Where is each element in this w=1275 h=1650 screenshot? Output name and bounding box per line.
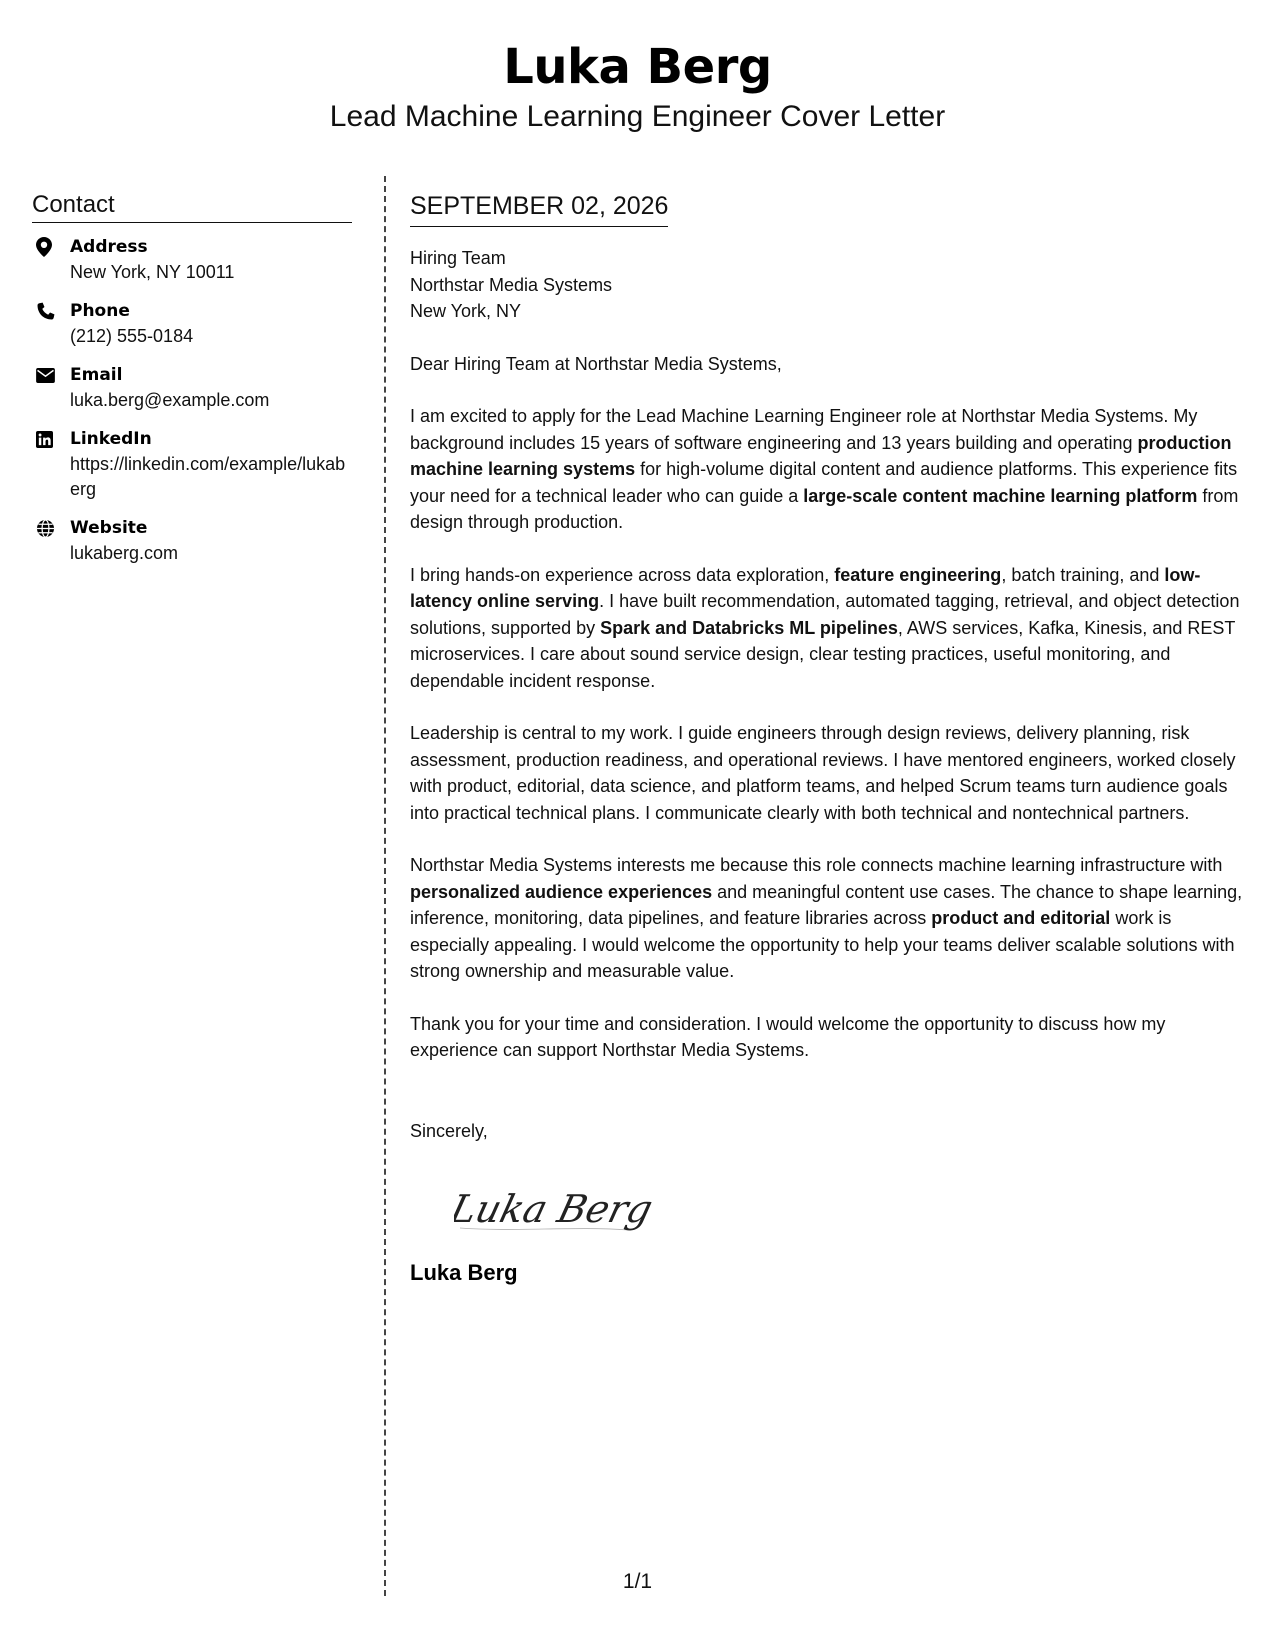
text-run: for high-volume digital content and audience platforms. This experience fits your need for a technical leader who can guide a	[410, 459, 1238, 506]
signature-image	[454, 1174, 1255, 1244]
text-run: and meaningful content use cases. The chance to shape learning, inference, monitoring, data pipelines, and feature libraries across	[410, 881, 1243, 928]
envelope-icon	[36, 363, 62, 385]
contact-item-website	[32, 516, 352, 566]
bold-phrase: feature engineering	[834, 564, 1002, 585]
map-pin-icon	[36, 235, 62, 257]
recipient-line: Northstar Media Systems	[410, 274, 613, 295]
contact-label: Phone	[70, 301, 130, 321]
text-run: , AWS services, Kafka, Kinesis, and REST microservices. I care about sound service design, clear testing practices, useful monitoring, and dependable incident response.	[410, 617, 1236, 691]
globe-icon	[36, 516, 62, 538]
text-run: . I have built recommendation, automated tagging, retrieval, and object detection solutions, supported by	[410, 591, 1240, 638]
contact-label: Address	[70, 237, 148, 257]
text-run: from design through production.	[410, 485, 1239, 532]
recipient-line: Hiring Team	[410, 248, 506, 268]
bold-phrase: large-scale content machine learning platform	[803, 485, 1198, 506]
column-divider	[384, 176, 386, 1596]
recipient-line: New York, NY	[410, 301, 522, 321]
letter-paragraph	[410, 562, 1255, 695]
contact-label: Website	[70, 518, 148, 538]
text-run: , batch training, and	[1001, 564, 1165, 585]
bold-phrase: Spark and Databricks ML pipelines	[600, 617, 898, 638]
signer-name: Luka Berg	[410, 1260, 518, 1285]
text-run: Thank you for your time and consideration. I would welcome the opportunity to discuss how my experience can support Northstar Media Systems.	[410, 1013, 1166, 1060]
closing: Sincerely,	[410, 1120, 488, 1141]
contact-list	[32, 235, 352, 566]
letter-date: SEPTEMBER 02, 2026	[410, 190, 668, 227]
recipient-block	[410, 245, 1255, 325]
phone-icon	[36, 299, 62, 321]
bold-phrase: personalized audience experiences	[410, 881, 713, 902]
letter-paragraph	[410, 852, 1255, 985]
text-run: Northstar Media Systems interests me because this role connects machine learning infrastructure with	[410, 855, 1223, 875]
document-subtitle: Lead Machine Learning Engineer Cover Letter	[329, 100, 946, 133]
greeting: Dear Hiring Team at Northstar Media Systems,	[410, 353, 782, 374]
letter-paragraph	[410, 403, 1255, 536]
linkedin-value[interactable]: https://linkedin.com/example/lukaberg	[70, 454, 346, 499]
letter-body	[410, 190, 1255, 1288]
bold-phrase: production machine learning systems	[410, 432, 1232, 479]
applicant-name: Luka Berg	[503, 39, 772, 95]
text-run: I am excited to apply for the Lead Machine Learning Engineer role at Northstar Media Systems. My background includes 15 years of software engineering and 13 years building and operating	[410, 406, 1198, 453]
contact-label: Email	[70, 365, 123, 385]
text-run: I bring hands-on experience across data exploration,	[410, 564, 835, 585]
website-value[interactable]: lukaberg.com	[70, 543, 179, 563]
linkedin-icon	[36, 427, 62, 449]
page-number: 1/1	[622, 1570, 653, 1593]
letter-paragraphs	[410, 403, 1255, 1064]
contact-sidebar	[32, 190, 352, 580]
contact-item-email	[32, 363, 352, 413]
bold-phrase: low-latency online serving	[410, 564, 1201, 611]
contact-item-linkedin	[32, 427, 352, 502]
phone-value: (212) 555-0184	[70, 326, 194, 346]
address-value: New York, NY 10011	[70, 262, 235, 282]
contact-item-address	[32, 235, 352, 285]
letter-paragraph	[410, 1011, 1255, 1064]
email-value[interactable]: luka.berg@example.com	[70, 390, 270, 410]
bold-phrase: product and editorial	[931, 908, 1111, 928]
text-run: work is especially appealing. I would welcome the opportunity to help your teams deliver scalable solutions with strong ownership and measurable value.	[410, 908, 1235, 981]
contact-label: LinkedIn	[70, 429, 152, 449]
signature-text: Luka Berg	[454, 1187, 657, 1232]
contact-heading: Contact	[32, 190, 352, 223]
contact-item-phone	[32, 299, 352, 349]
page-header	[0, 36, 1275, 136]
letter-paragraph	[410, 720, 1255, 826]
text-run: Leadership is central to my work. I guide engineers through design reviews, delivery planning, risk assessment, production readiness, and operational reviews. I have mentored engineers, worked closely with product, editorial, data science, and platform teams, and helped Scrum teams turn audience goals into practical technical plans. I communicate clearly with both technical and nontechnical partners.	[410, 723, 1236, 823]
